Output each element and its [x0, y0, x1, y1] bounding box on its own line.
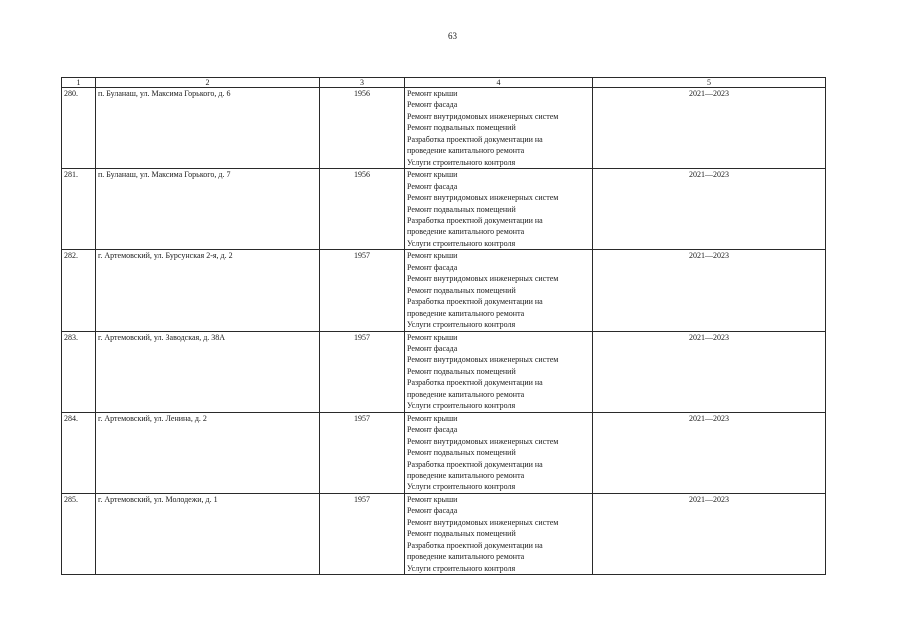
repair-period: 2021—2023 — [593, 331, 826, 412]
row-number: 283. — [62, 331, 96, 412]
repair-work-item: Ремонт внутридомовых инженерных систем — [407, 436, 559, 446]
repair-work-item: Ремонт подвальных помещений — [407, 366, 516, 376]
building-address: п. Буланаш, ул. Максима Горького, д. 7 — [96, 169, 320, 250]
repair-work-item: проведение капитального ремонта — [407, 146, 525, 156]
repair-period: 2021—2023 — [593, 493, 826, 574]
repair-work-item: Ремонт крыши — [407, 170, 458, 180]
repair-work-item: Ремонт подвальных помещений — [407, 204, 516, 214]
table-row — [62, 169, 826, 250]
repair-work-item: Ремонт подвальных помещений — [407, 529, 516, 539]
repair-works-list — [405, 250, 593, 331]
repair-work-item: Ремонт фасада — [407, 100, 458, 110]
repair-work-item: проведение капитального ремонта — [407, 389, 525, 399]
repair-period: 2021—2023 — [593, 169, 826, 250]
repair-work-item: Ремонт внутридомовых инженерных систем — [407, 111, 559, 121]
repair-work-item: Разработка проектной документации на — [407, 378, 543, 388]
building-address: г. Артемовский, ул. Бурсунская 2-я, д. 2 — [96, 250, 320, 331]
repair-work-item: Ремонт крыши — [407, 332, 458, 342]
repair-work-item: Услуги строительного контроля — [407, 320, 516, 330]
building-address: г. Артемовский, ул. Ленина, д. 2 — [96, 412, 320, 493]
repair-works-list — [405, 412, 593, 493]
repair-work-item: Ремонт крыши — [407, 89, 458, 98]
repair-work-item: Разработка проектной документации на — [407, 459, 543, 469]
repair-work-item: Услуги строительного контроля — [407, 563, 516, 573]
table-row — [62, 250, 826, 331]
row-number: 280. — [62, 88, 96, 169]
repair-work-item: Ремонт фасада — [407, 181, 458, 191]
repair-work-item: Разработка проектной документации на — [407, 215, 543, 225]
repair-work-item: Ремонт крыши — [407, 251, 458, 261]
repair-work-item: Ремонт подвальных помещений — [407, 123, 516, 133]
building-address: г. Артемовский, ул. Молодежи, д. 1 — [96, 493, 320, 574]
column-header-4: 4 — [405, 78, 593, 88]
row-number: 281. — [62, 169, 96, 250]
table-body — [62, 88, 826, 575]
construction-year: 1957 — [320, 493, 405, 574]
repair-work-item: Ремонт внутридомовых инженерных систем — [407, 355, 559, 365]
repair-work-item: Ремонт фасада — [407, 262, 458, 272]
page-number: 63 — [448, 31, 457, 41]
repair-work-item: Разработка проектной документации на — [407, 540, 543, 550]
construction-year: 1957 — [320, 412, 405, 493]
repair-work-item: Ремонт фасада — [407, 343, 458, 353]
repair-work-item: Ремонт фасада — [407, 425, 458, 435]
building-address: п. Буланаш, ул. Максима Горького, д. 6 — [96, 88, 320, 169]
repair-work-item: Услуги строительного контроля — [407, 157, 516, 167]
column-header-1: 1 — [62, 78, 96, 88]
repair-works-list — [405, 88, 593, 169]
row-number: 282. — [62, 250, 96, 331]
repair-work-item: Ремонт фасада — [407, 506, 458, 516]
table-row — [62, 493, 826, 574]
repair-work-item: Разработка проектной документации на — [407, 134, 543, 144]
repair-work-item: Ремонт подвальных помещений — [407, 448, 516, 458]
table-row — [62, 331, 826, 412]
repair-period: 2021—2023 — [593, 250, 826, 331]
table-row — [62, 412, 826, 493]
repair-period: 2021—2023 — [593, 88, 826, 169]
repair-work-item: проведение капитального ремонта — [407, 552, 525, 562]
repair-work-item: Разработка проектной документации на — [407, 297, 543, 307]
repair-work-item: Услуги строительного контроля — [407, 482, 516, 492]
repair-register-table — [61, 77, 826, 575]
column-header-2: 2 — [96, 78, 320, 88]
repair-work-item: проведение капитального ремонта — [407, 470, 525, 480]
row-number: 285. — [62, 493, 96, 574]
repair-work-item: Услуги строительного контроля — [407, 238, 516, 248]
repair-work-item: Ремонт внутридомовых инженерных систем — [407, 274, 559, 284]
construction-year: 1957 — [320, 250, 405, 331]
building-address: г. Артемовский, ул. Заводская, д. 38А — [96, 331, 320, 412]
repair-work-item: Ремонт внутридомовых инженерных систем — [407, 517, 559, 527]
repair-work-item: Ремонт внутридомовых инженерных систем — [407, 193, 559, 203]
repair-work-item: Услуги строительного контроля — [407, 401, 516, 411]
column-header-3: 3 — [320, 78, 405, 88]
construction-year: 1956 — [320, 88, 405, 169]
repair-works-list — [405, 169, 593, 250]
table-row — [62, 88, 826, 169]
column-number-row — [62, 78, 826, 88]
repair-work-item: Ремонт крыши — [407, 413, 458, 423]
repair-work-item: Ремонт подвальных помещений — [407, 285, 516, 295]
repair-works-list — [405, 331, 593, 412]
repair-work-item: Ремонт крыши — [407, 494, 458, 504]
construction-year: 1957 — [320, 331, 405, 412]
repair-work-item: проведение капитального ремонта — [407, 227, 525, 237]
column-header-5: 5 — [593, 78, 826, 88]
repair-work-item: проведение капитального ремонта — [407, 308, 525, 318]
repair-period: 2021—2023 — [593, 412, 826, 493]
construction-year: 1956 — [320, 169, 405, 250]
repair-works-list — [405, 493, 593, 574]
row-number: 284. — [62, 412, 96, 493]
